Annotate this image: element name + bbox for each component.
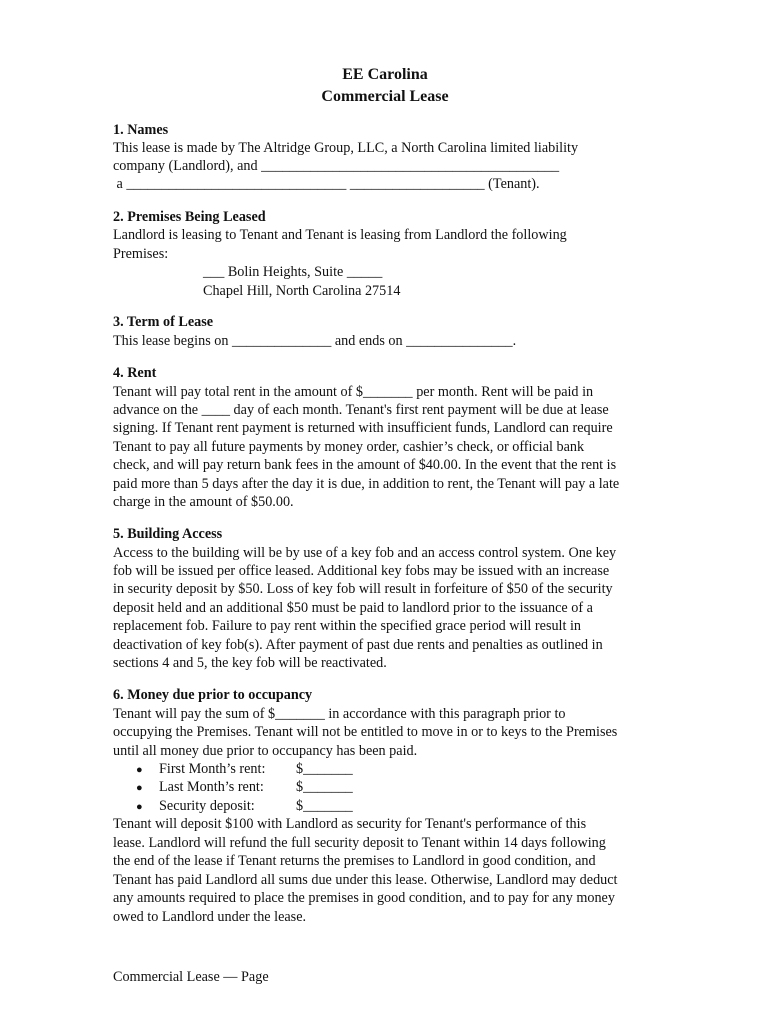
section-6-line: occupying the Premises. Tenant will not be entitled to move in or to keys to the Premises [113, 724, 618, 740]
page-footer: Commercial Lease — Page [113, 969, 269, 985]
bullet-icon: ● [136, 782, 143, 794]
section-5-line: replacement fob. Failure to pay rent within the specified grace period will result in [113, 618, 582, 634]
bullet-value: $_______ [296, 798, 353, 814]
section-3-line: This lease begins on ______________ and ends on _______________. [113, 333, 517, 349]
section-1-line: This lease is made by The Altridge Group, LLC, a North Carolina limited liability [113, 140, 579, 156]
bullet-value: $_______ [296, 779, 353, 795]
bullet-label: Last Month’s rent: [159, 779, 264, 795]
section-6-line: any amounts required to place the premises in good condition, and to pay for any money [113, 890, 615, 906]
section-1-line: a _______________________________ ___________________ (Tenant). [113, 176, 540, 192]
document-subtitle: Commercial Lease [321, 88, 449, 105]
section-6-line: lease. Landlord will refund the full security deposit to Tenant within 14 days following [113, 835, 606, 851]
bullet-icon: ● [136, 801, 143, 813]
section-4-line: charge in the amount of $50.00. [113, 494, 294, 510]
bullet-label: Security deposit: [159, 798, 255, 814]
section-4-line: advance on the ____ day of each month. Tenant's first rent payment will be due at lease [113, 402, 609, 418]
section-6-line: until all money due prior to occupancy has been paid. [113, 743, 418, 759]
section-5-line: sections 4 and 5, the key fob will be reactivated. [113, 655, 387, 671]
section-6-line: owed to Landlord under the lease. [113, 909, 307, 925]
section-2-line: Landlord is leasing to Tenant and Tenant is leasing from Landlord the following [113, 227, 567, 243]
section-5-line: Access to the building will be by use of a key fob and an access control system. One key [113, 545, 617, 561]
bullet-value: $_______ [296, 761, 353, 777]
section-1-heading: 1. Names [113, 122, 169, 138]
section-5-line: deposit held and an additional $50 must be paid to landlord prior to the issuance of a [113, 600, 593, 616]
section-6-line: Tenant will pay the sum of $_______ in accordance with this paragraph prior to [113, 706, 566, 722]
section-4-line: check, and will pay return bank fees in the amount of $40.00. In the event that the rent is [113, 457, 617, 473]
section-5-line: fob will be issued per office leased. Additional key fobs may be issued with an increase [113, 563, 610, 579]
section-2-line: Premises: [113, 246, 169, 262]
section-4-line: Tenant to pay all future payments by money order, cashier’s check, or official bank [113, 439, 585, 455]
section-2-heading: 2. Premises Being Leased [113, 209, 266, 225]
bullet-icon: ● [136, 764, 143, 776]
premises-address-line: ___ Bolin Heights, Suite _____ [203, 264, 383, 280]
section-4-line: Tenant will pay total rent in the amount of $_______ per month. Rent will be paid in [113, 384, 594, 400]
section-6-heading: 6. Money due prior to occupancy [113, 687, 313, 703]
section-6-line: Tenant will deposit $100 with Landlord as security for Tenant's performance of this [113, 816, 587, 832]
section-5-line: deactivation of key fob(s). After payment of past due rents and penalties as outlined in [113, 637, 603, 653]
bullet-label: First Month’s rent: [159, 761, 266, 777]
premises-address-line: Chapel Hill, North Carolina 27514 [203, 283, 401, 299]
section-4-line: signing. If Tenant rent payment is returned with insufficient funds, Landlord can require [113, 420, 613, 436]
section-1-line: company (Landlord), and __________________________________________ [113, 158, 560, 174]
section-5-heading: 5. Building Access [113, 526, 223, 542]
section-4-heading: 4. Rent [113, 365, 157, 381]
section-4-line: paid more than 5 days after the day it is due, in addition to rent, the Tenant will pay a late [113, 476, 620, 492]
section-6-line: Tenant has paid Landlord all sums due under this lease. Otherwise, Landlord may deduct [113, 872, 618, 888]
document-title: EE Carolina [342, 66, 428, 83]
section-6-line: the end of the lease if Tenant returns the premises to Landlord in good condition, and [113, 853, 596, 869]
section-3-heading: 3. Term of Lease [113, 314, 214, 330]
section-5-line: in security deposit by $50. Loss of key fob will result in forfeiture of $50 of the security [113, 581, 613, 597]
